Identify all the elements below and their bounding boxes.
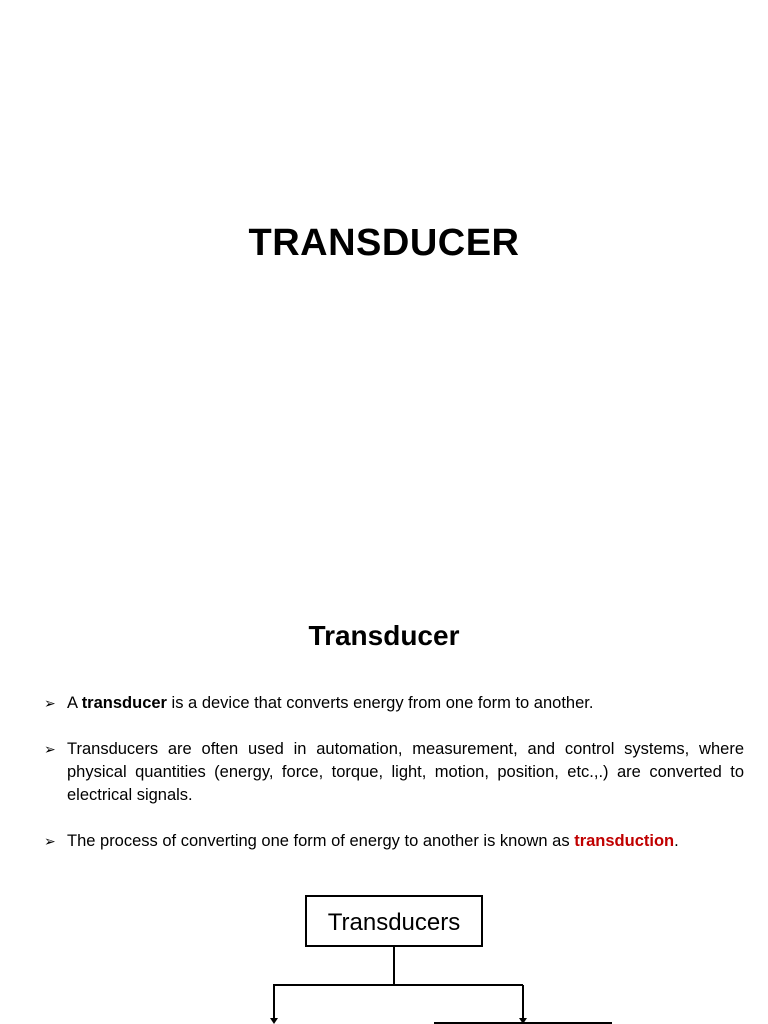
bullet-text-suffix: .: [674, 832, 679, 850]
bullet-term: transducer: [81, 694, 167, 712]
slide-heading: Transducer: [308, 620, 460, 651]
diagram-root-label: Transducers: [327, 909, 461, 936]
slide-title: TRANSDUCER: [248, 222, 520, 264]
bullet-text-prefix: The process of converting one form of energy to another is known as: [67, 832, 575, 850]
bullet-text: Transducers are often used in automation, measurement, and control systems, where physical quantities (energy, force, torque, light, motion, position, etc.,.) are converted to electrical signals.: [67, 740, 744, 804]
arrowhead-bullet-icon: ➢: [44, 833, 56, 849]
bullet-text-prefix: A: [67, 694, 82, 712]
classification-diagram: [0, 576, 768, 1024]
arrowhead-bullet-icon: ➢: [44, 695, 56, 711]
diagram-left-arrowhead: [270, 1018, 278, 1024]
bullet-text-suffix: is a device that converts energy from one form to another.: [166, 694, 594, 712]
highlighted-term: transduction: [574, 832, 675, 850]
arrowhead-bullet-icon: ➢: [44, 741, 56, 757]
content-slide: [0, 576, 768, 1024]
